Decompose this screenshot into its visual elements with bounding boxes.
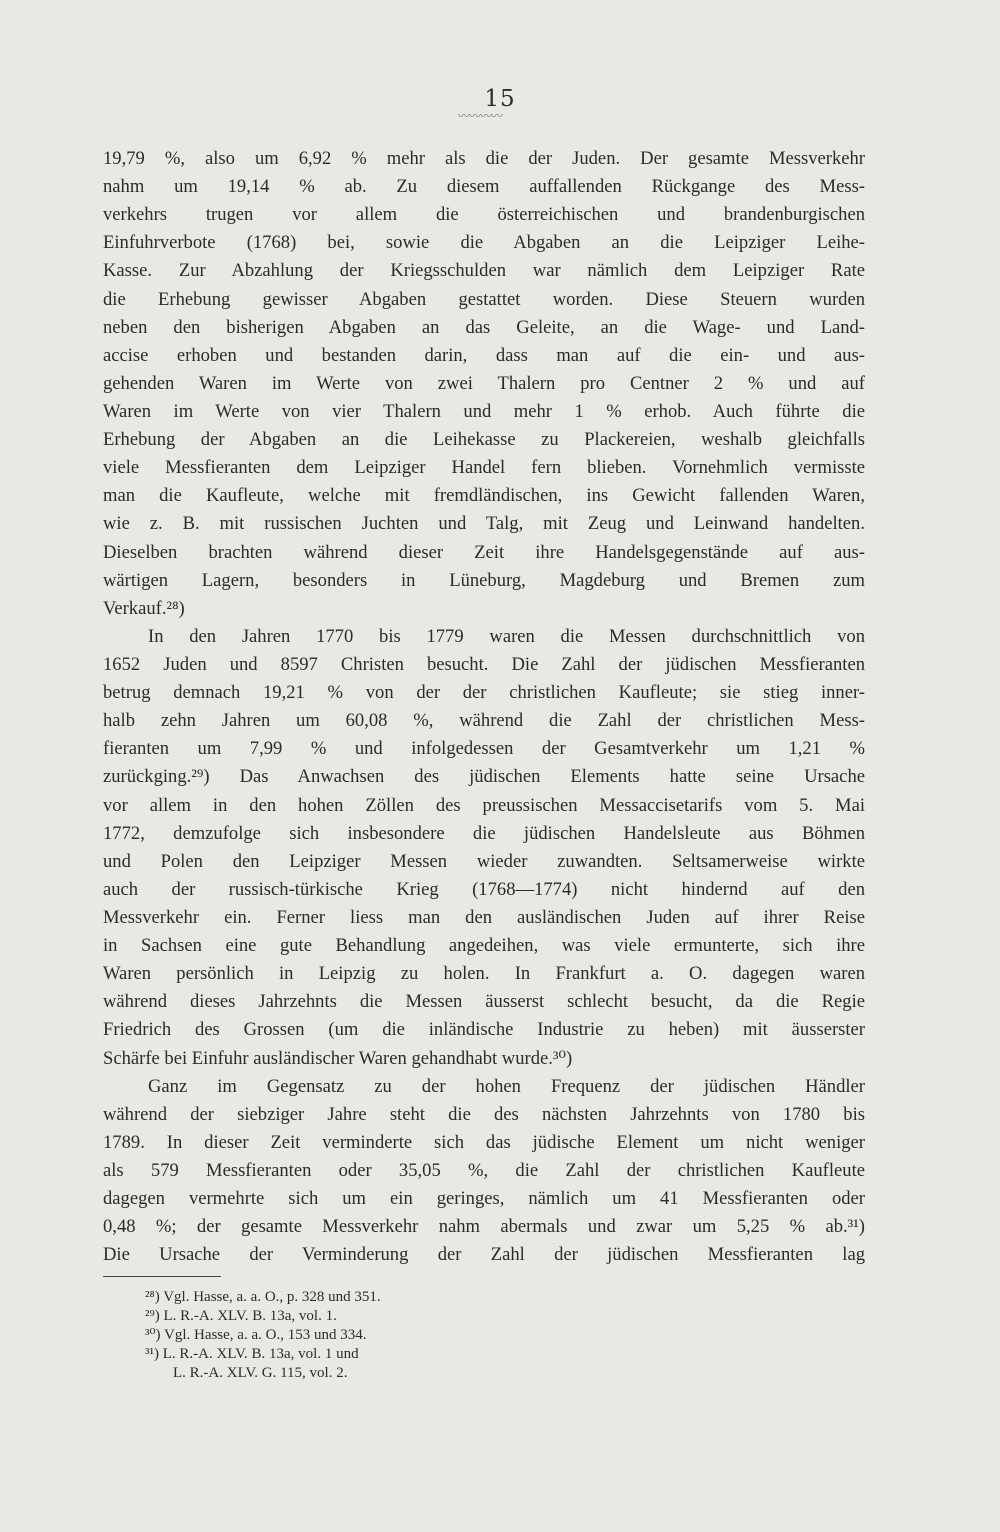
body-line: betrug demnach 19,21 % von der der christlichen Kaufleute; sie stieg inner- <box>103 682 865 704</box>
body-line: Einfuhrverbote (1768) bei, sowie die Abgaben an die Leipziger Leihe- <box>103 232 865 254</box>
body-line: Schärfe bei Einfuhr ausländischer Waren gehandhabt wurde.³⁰) <box>103 1047 573 1069</box>
body-line: dagegen vermehrte sich um ein geringes, nämlich um 41 Messfieranten oder <box>103 1188 865 1210</box>
page-number-ornament: 〰〰〰〰 <box>457 110 502 122</box>
body-line: nahm um 19,14 % ab. Zu diesem auffallenden Rückgange des Mess- <box>103 176 865 198</box>
body-line: zurückging.²⁹) Das Anwachsen des jüdischen Elements hatte seine Ursache <box>103 766 865 788</box>
body-line: auch der russisch-türkische Krieg (1768—1774) nicht hindernd auf den <box>103 878 865 900</box>
body-line: neben den bisherigen Abgaben an das Geleite, an die Wage- und Land- <box>103 316 865 338</box>
body-line: als 579 Messfieranten oder 35,05 %, die Zahl der christlichen Kaufleute <box>103 1159 865 1181</box>
body-line: man die Kaufleute, welche mit fremdländischen, ins Gewicht fallenden Waren, <box>103 485 865 507</box>
footnote-28: ²⁸) Vgl. Hasse, a. a. O., p. 328 und 351. <box>145 1289 381 1305</box>
body-line: die Erhebung gewisser Abgaben gestattet worden. Diese Steuern wurden <box>103 288 865 310</box>
body-line: Ganz im Gegensatz zu der hohen Frequenz der jüdischen Händler <box>148 1075 865 1097</box>
footnote-31: ³¹) L. R.-A. XLV. B. 13a, vol. 1 und <box>145 1346 359 1362</box>
footnote-29: ²⁹) L. R.-A. XLV. B. 13a, vol. 1. <box>145 1308 337 1324</box>
body-line: vor allem in den hohen Zöllen des preussischen Messaccisetarifs vom 5. Mai <box>103 794 865 816</box>
body-line: viele Messfieranten dem Leipziger Handel fern blieben. Vornehmlich vermisste <box>103 457 865 479</box>
body-text <box>103 145 865 1269</box>
body-line: Erhebung der Abgaben an die Leihekasse zu Plackereien, weshalb gleichfalls <box>103 429 865 451</box>
body-line: Waren im Werte von vier Thalern und mehr 1 % erhob. Auch führte die <box>103 400 865 422</box>
body-line: 1772, demzufolge sich insbesondere die jüdischen Handelsleute aus Böhmen <box>103 822 865 844</box>
footnote-31-continuation: L. R.-A. XLV. G. 115, vol. 2. <box>173 1365 348 1381</box>
body-line: 1652 Juden und 8597 Christen besucht. Die Zahl der jüdischen Messfieranten <box>103 653 865 675</box>
body-line: fieranten um 7,99 % und infolgedessen der Gesamtverkehr um 1,21 % <box>103 738 865 760</box>
footnote-divider <box>103 1276 221 1277</box>
body-line: In den Jahren 1770 bis 1779 waren die Messen durchschnittlich von <box>148 625 865 647</box>
body-line: während der siebziger Jahre steht die des nächsten Jahrzehnts von 1780 bis <box>103 1103 865 1125</box>
body-line: wie z. B. mit russischen Juchten und Talg, mit Zeug und Leinwand handelten. <box>103 513 865 535</box>
footnote-30: ³⁰) Vgl. Hasse, a. a. O., 153 und 334. <box>145 1327 367 1343</box>
body-line: 0,48 %; der gesamte Messverkehr nahm abermals und zwar um 5,25 % ab.³¹) <box>103 1216 865 1238</box>
body-line: Verkauf.²⁸) <box>103 597 185 619</box>
body-line: Messverkehr ein. Ferner liess man den ausländischen Juden auf ihrer Reise <box>103 906 865 928</box>
body-line: Kasse. Zur Abzahlung der Kriegsschulden war nämlich dem Leipziger Rate <box>103 260 865 282</box>
body-line: in Sachsen eine gute Behandlung angedeihen, was viele ermunterte, sich ihre <box>103 935 865 957</box>
body-line: 1789. In dieser Zeit verminderte sich das jüdische Element um nicht weniger <box>103 1131 865 1153</box>
body-line: 19,79 %, also um 6,92 % mehr als die der Juden. Der gesamte Messverkehr <box>103 148 865 169</box>
body-line: während dieses Jahrzehnts die Messen äusserst schlecht besucht, da die Regie <box>103 991 865 1013</box>
body-line: und Polen den Leipziger Messen wieder zuwandten. Seltsamerweise wirkte <box>103 850 865 872</box>
body-line: gehenden Waren im Werte von zwei Thalern pro Centner 2 % und auf <box>103 372 865 394</box>
body-line: Friedrich des Grossen (um die inländische Industrie zu heben) mit äusserster <box>103 1019 865 1041</box>
footnotes <box>145 1288 565 1383</box>
body-line: wärtigen Lagern, besonders in Lüneburg, Magdeburg und Bremen zum <box>103 569 865 591</box>
body-line: Dieselben brachten während dieser Zeit ihre Handelsgegenstände auf aus- <box>103 541 865 563</box>
page-number: 15 <box>484 86 516 112</box>
body-line: halb zehn Jahren um 60,08 %, während die Zahl der christlichen Mess- <box>103 710 865 732</box>
body-line: Die Ursache der Verminderung der Zahl der jüdischen Messfieranten lag <box>103 1244 865 1266</box>
body-line: accise erhoben und bestanden darin, dass man auf die ein- und aus- <box>103 344 865 366</box>
body-line: verkehrs trugen vor allem die österreichischen und brandenburgischen <box>103 204 865 226</box>
body-line: Waren persönlich in Leipzig zu holen. In Frankfurt a. O. dagegen waren <box>103 963 865 985</box>
